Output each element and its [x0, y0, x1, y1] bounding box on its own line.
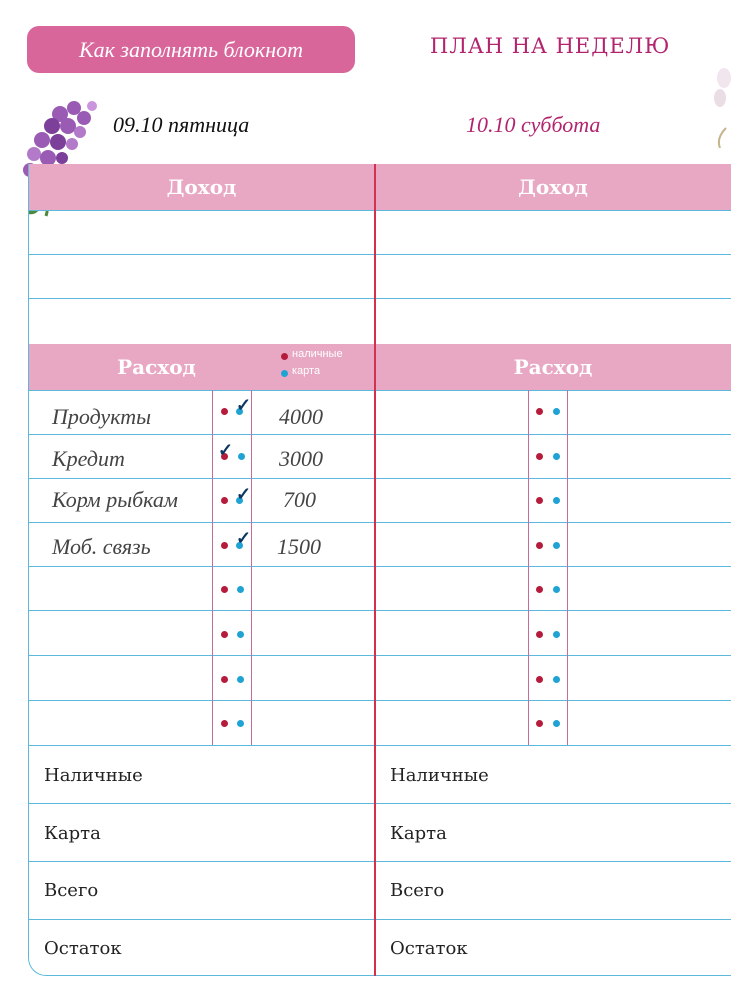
rule-line [29, 745, 731, 746]
expense-name: Продукты [52, 404, 151, 429]
rule-line [29, 434, 731, 435]
card-dot-icon [237, 631, 244, 638]
cash-dot-icon [536, 408, 543, 415]
check-mark-icon: ✓ [218, 440, 234, 461]
cash-dot-icon [221, 631, 228, 638]
income-label: Доход [518, 175, 588, 199]
cash-dot-icon [536, 720, 543, 727]
day-date: 10.10 суббота [466, 112, 601, 137]
card-dot-icon [553, 676, 560, 683]
summary-label-balance: Остаток [390, 938, 468, 959]
summary-label-total: Всего [44, 880, 99, 901]
rule-line [29, 655, 731, 656]
rule-line [29, 210, 731, 211]
expense-amount: 700 [283, 487, 316, 512]
column-rule [528, 390, 529, 745]
expense-name: Моб. связь [52, 534, 151, 559]
rule-line [29, 478, 731, 479]
flower-edge-icon [706, 58, 731, 148]
cash-dot-icon [536, 497, 543, 504]
cash-dot-icon [221, 720, 228, 727]
card-dot-icon [553, 720, 560, 727]
title-pill [27, 26, 355, 73]
card-dot-icon [238, 453, 245, 460]
rule-line [29, 566, 731, 567]
expense-name: Кредит [52, 446, 125, 471]
cash-dot-icon [536, 453, 543, 460]
rule-line [29, 803, 731, 804]
expense-amount: 3000 [279, 446, 323, 471]
card-dot-icon [237, 586, 244, 593]
card-dot-icon [553, 497, 560, 504]
column-rule [251, 390, 252, 745]
cash-dot-icon [536, 586, 543, 593]
rule-line [29, 861, 731, 862]
summary-label-balance: Остаток [44, 938, 122, 959]
card-dot-icon [553, 542, 560, 549]
notebook-frame [28, 164, 731, 976]
income-label: Доход [166, 175, 237, 199]
summary-label-card: Карта [390, 823, 447, 844]
expense-name: Корм рыбкам [52, 487, 178, 512]
expense-label: Расход [117, 355, 196, 379]
cash-dot-icon [221, 408, 228, 415]
rule-line [29, 390, 731, 391]
day-date: 09.10 пятница [113, 112, 250, 137]
legend-card: карта [292, 365, 321, 377]
card-dot-icon [237, 676, 244, 683]
expense-label: Расход [513, 355, 593, 379]
card-dot-icon [553, 408, 560, 415]
income-header-band [29, 164, 731, 210]
check-mark-icon: ✓ [236, 484, 252, 505]
cash-dot-icon [536, 676, 543, 683]
rule-line [29, 700, 731, 701]
summary-label-card: Карта [44, 823, 101, 844]
rule-line [29, 610, 731, 611]
cash-dot-icon [221, 542, 228, 549]
card-dot-icon [237, 720, 244, 727]
rule-line [29, 298, 731, 299]
cash-dot-icon [221, 586, 228, 593]
check-mark-icon: ✓ [236, 528, 252, 549]
legend-cash: наличные [292, 348, 343, 360]
rule-line [29, 919, 731, 920]
expense-amount: 1500 [277, 534, 321, 559]
rule-line [29, 254, 731, 255]
column-rule [567, 390, 568, 745]
check-mark-icon: ✓ [236, 395, 252, 416]
card-dot-icon [553, 631, 560, 638]
expense-amount: 4000 [279, 404, 323, 429]
day-divider [374, 164, 376, 976]
card-dot-icon [553, 586, 560, 593]
summary-label-cash: Наличные [44, 765, 143, 786]
title-pill-text: Как заполнять блокнот [78, 36, 304, 62]
cash-dot-icon [221, 676, 228, 683]
cash-dot-icon [221, 497, 228, 504]
card-dot-icon [281, 370, 288, 377]
rule-line [29, 522, 731, 523]
cash-dot-icon [536, 542, 543, 549]
week-plan-heading: ПЛАН НА НЕДЕЛЮ [430, 34, 671, 58]
summary-label-total: Всего [390, 880, 445, 901]
expense-header-band [29, 344, 731, 390]
cash-dot-icon [536, 631, 543, 638]
cash-dot-icon [281, 353, 288, 360]
summary-label-cash: Наличные [390, 765, 489, 786]
column-rule [212, 390, 213, 745]
card-dot-icon [553, 453, 560, 460]
